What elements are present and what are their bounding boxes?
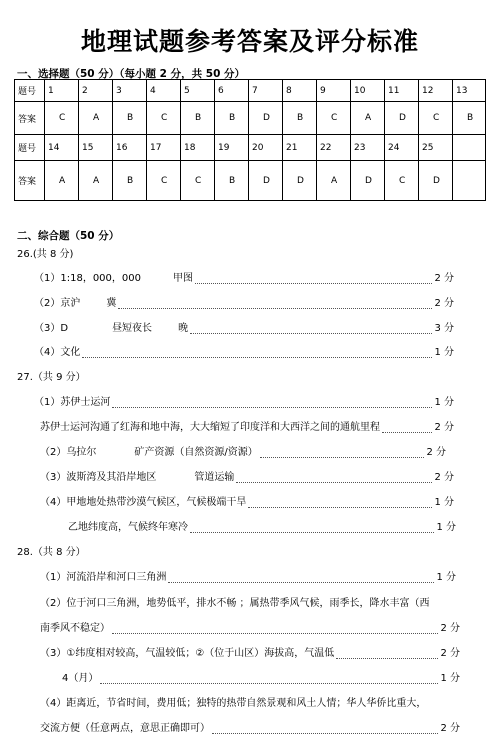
question-number-cell: 10 — [351, 80, 385, 102]
answer-cell: D — [249, 102, 283, 135]
answer-table — [14, 79, 486, 201]
q28-line-5 — [62, 672, 460, 686]
answer-text: 苏伊士运河沟通了红海和地中海，大大缩短了印度洋和大西洋之间的通航里程 — [40, 422, 380, 433]
q28-line-4 — [40, 647, 460, 661]
dot-leader — [212, 724, 438, 734]
section2-heading: 二、综合题（50 分） — [17, 230, 120, 242]
answer-cell: C — [147, 161, 181, 201]
dot-leader — [100, 674, 438, 684]
answer-cell: C — [385, 161, 419, 201]
answer-cell: B — [283, 102, 317, 135]
row-label-cell: 答案 — [15, 161, 45, 201]
q28-line-2: （2）位于河口三角洲，地势低平，排水不畅 ；属热带季风气候，雨季长，降水丰富（西 — [40, 598, 430, 609]
answer-cell: A — [79, 161, 113, 201]
row-label-cell: 答案 — [15, 102, 45, 135]
dot-leader — [112, 624, 438, 634]
question-number-cell: 3 — [113, 80, 147, 102]
score: 1 分 — [436, 522, 456, 533]
q28-line-3 — [40, 622, 460, 636]
answer-cell: D — [283, 161, 317, 201]
table-row — [15, 135, 486, 161]
q26-line-1 — [34, 272, 454, 286]
row-label-cell: 题号 — [15, 80, 45, 102]
answer-cell: B — [113, 102, 147, 135]
answer-text: 管道运输 — [194, 472, 235, 483]
answer-text: （3）①纬度相对较高，气温较低；②（位于山区）海拔高，气温低 — [40, 648, 335, 659]
answer-cell: C — [45, 102, 79, 135]
question-number-cell: 2 — [79, 80, 113, 102]
answer-cell: B — [453, 102, 486, 135]
score: 2 分 — [440, 723, 460, 734]
answer-text: 交流方便（任意两点，意思正确即可） — [40, 723, 210, 734]
question-number-cell: 8 — [283, 80, 317, 102]
dot-leader — [195, 274, 432, 284]
q26-line-4 — [34, 346, 454, 360]
answer-text: 甲图 — [173, 273, 193, 284]
answer-text: 冀 — [106, 298, 117, 309]
question-number-cell: 14 — [45, 135, 79, 161]
answer-text: （1）1:18，000，000 — [34, 273, 141, 284]
question-number-cell: 24 — [385, 135, 419, 161]
score: 1 分 — [434, 347, 454, 358]
answer-text: （3）D — [34, 323, 69, 334]
question-number-cell: 6 — [215, 80, 249, 102]
table-row — [15, 102, 486, 135]
question-number-cell: 21 — [283, 135, 317, 161]
answer-text: （2）乌拉尔 — [40, 447, 97, 458]
answer-cell: A — [317, 161, 351, 201]
question-number-cell: 17 — [147, 135, 181, 161]
answer-text: （4）甲地地处热带沙漠气候区，气候极端干旱 — [40, 497, 247, 508]
dot-leader — [168, 573, 434, 583]
q27-line-6 — [68, 521, 456, 535]
section1-heading: 一、选择题（50 分）（每小题 2 分，共 50 分） — [17, 68, 246, 80]
question-number-cell: 19 — [215, 135, 249, 161]
answer-cell: D — [385, 102, 419, 135]
score: 2 分 — [434, 273, 454, 284]
answer-text: 南季风不稳定） — [40, 623, 110, 634]
q26-heading: 26.(共 8 分) — [17, 249, 74, 260]
dot-leader — [248, 498, 432, 508]
answer-cell: A — [45, 161, 79, 201]
answer-cell: D — [351, 161, 385, 201]
answer-text: （4）文化 — [34, 347, 81, 358]
answer-cell: C — [181, 161, 215, 201]
score: 1 分 — [434, 397, 454, 408]
row-label-cell: 题号 — [15, 135, 45, 161]
dot-leader — [118, 299, 432, 309]
question-number-cell: 16 — [113, 135, 147, 161]
answer-cell: C — [317, 102, 351, 135]
dot-leader — [336, 649, 438, 659]
question-number-cell — [453, 135, 486, 161]
answer-cell: A — [79, 102, 113, 135]
q28-heading: 28.（共 8 分） — [17, 547, 86, 558]
answer-cell: A — [351, 102, 385, 135]
dot-leader — [236, 473, 432, 483]
answer-cell: B — [215, 161, 249, 201]
question-number-cell: 20 — [249, 135, 283, 161]
question-number-cell: 25 — [419, 135, 453, 161]
answer-cell: C — [419, 102, 453, 135]
q26-line-2 — [34, 297, 454, 311]
answer-text: （2）京沪 — [34, 298, 81, 309]
question-number-cell: 11 — [385, 80, 419, 102]
dot-leader — [190, 324, 432, 334]
q27-line-3 — [40, 446, 446, 460]
score: 2 分 — [434, 298, 454, 309]
q28-line-6: （4）距离近，节省时间，费用低；独特的热带自然景观和风土人情；华人华侨比重大， — [40, 698, 427, 709]
score: 1 分 — [434, 497, 454, 508]
question-number-cell: 22 — [317, 135, 351, 161]
page-title: 地理试题参考答案及评分标准 — [80, 27, 419, 56]
question-number-cell: 9 — [317, 80, 351, 102]
q27-heading: 27.（共 9 分） — [17, 372, 86, 383]
question-number-cell: 5 — [181, 80, 215, 102]
question-number-cell: 4 — [147, 80, 181, 102]
answer-cell: D — [419, 161, 453, 201]
answer-text: （1）苏伊士运河 — [34, 397, 111, 408]
answer-cell: B — [215, 102, 249, 135]
dot-leader — [382, 423, 432, 433]
q27-line-4 — [40, 471, 454, 485]
dot-leader — [190, 523, 434, 533]
dot-leader — [260, 448, 425, 458]
score: 2 分 — [440, 648, 460, 659]
table-row — [15, 80, 486, 102]
answer-cell: C — [147, 102, 181, 135]
answer-text: （1）河流沿岸和河口三角洲 — [40, 572, 167, 583]
q28-line-7 — [40, 722, 460, 736]
q27-line-2 — [40, 421, 454, 435]
answer-text: 4（月） — [62, 673, 99, 684]
score: 1 分 — [440, 673, 460, 684]
table-row — [15, 161, 486, 201]
q26-line-3 — [34, 322, 454, 336]
dot-leader — [82, 348, 432, 358]
q28-line-1 — [40, 571, 456, 585]
question-number-cell: 15 — [79, 135, 113, 161]
score: 1 分 — [436, 572, 456, 583]
score: 3 分 — [434, 323, 454, 334]
score: 2 分 — [426, 447, 446, 458]
answer-text: 昼短夜长 — [112, 323, 153, 334]
question-number-cell: 23 — [351, 135, 385, 161]
answer-cell: B — [113, 161, 147, 201]
answer-text: 矿产资源（自然资源/资源） — [134, 447, 258, 458]
answer-text: （3）波斯湾及其沿岸地区 — [40, 472, 157, 483]
answer-cell: D — [249, 161, 283, 201]
question-number-cell: 18 — [181, 135, 215, 161]
dot-leader — [112, 398, 432, 408]
answer-text: 晚 — [178, 323, 189, 334]
question-number-cell: 7 — [249, 80, 283, 102]
q27-line-5 — [40, 496, 454, 510]
question-number-cell: 12 — [419, 80, 453, 102]
answer-text: 乙地纬度高，气候终年寒冷 — [68, 522, 188, 533]
answer-cell: B — [181, 102, 215, 135]
answer-cell — [453, 161, 486, 201]
score: 2 分 — [440, 623, 460, 634]
score: 2 分 — [434, 472, 454, 483]
question-number-cell: 1 — [45, 80, 79, 102]
score: 2 分 — [434, 422, 454, 433]
question-number-cell: 13 — [453, 80, 486, 102]
q27-line-1 — [34, 396, 454, 410]
